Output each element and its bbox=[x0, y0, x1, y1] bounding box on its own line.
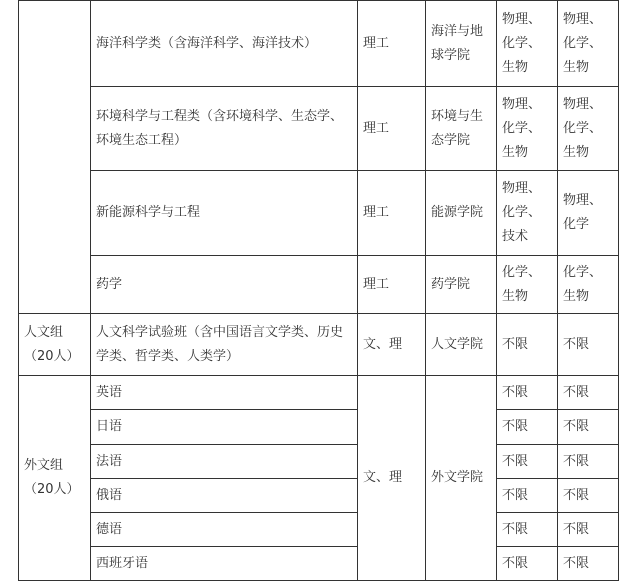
major-cell: 德语 bbox=[91, 513, 358, 547]
group-cell-empty bbox=[19, 1, 91, 314]
college-cell: 外文学院 bbox=[426, 376, 497, 581]
subject-req-cell: 不限 bbox=[558, 314, 619, 376]
subject-req-cell: 不限 bbox=[497, 513, 558, 547]
college-cell: 能源学院 bbox=[426, 171, 497, 256]
major-cell: 日语 bbox=[91, 410, 358, 445]
subject-req-cell: 物理、化学、生物 bbox=[558, 1, 619, 87]
subject-req-cell: 不限 bbox=[558, 445, 619, 479]
subject-req-cell: 不限 bbox=[497, 445, 558, 479]
table-row bbox=[19, 410, 619, 445]
subject-req-cell: 不限 bbox=[497, 410, 558, 445]
subject-req-cell: 不限 bbox=[497, 547, 558, 581]
subject-req-cell: 不限 bbox=[558, 513, 619, 547]
subject-req-cell: 不限 bbox=[497, 479, 558, 513]
category-cell: 理工 bbox=[358, 171, 426, 256]
subject-req-cell: 化学、生物 bbox=[558, 256, 619, 314]
category-cell: 文、理 bbox=[358, 314, 426, 376]
table-row bbox=[19, 314, 619, 376]
admission-table bbox=[18, 0, 619, 581]
college-cell: 环境与生态学院 bbox=[426, 87, 497, 171]
subject-req-cell: 物理、化学、生物 bbox=[497, 1, 558, 87]
major-cell: 西班牙语 bbox=[91, 547, 358, 581]
subject-req-cell: 不限 bbox=[558, 376, 619, 410]
major-cell: 药学 bbox=[91, 256, 358, 314]
table-row bbox=[19, 479, 619, 513]
table-row bbox=[19, 376, 619, 410]
category-cell: 理工 bbox=[358, 256, 426, 314]
subject-req-cell: 物理、化学、生物 bbox=[497, 87, 558, 171]
subject-req-cell: 不限 bbox=[558, 479, 619, 513]
table-row bbox=[19, 171, 619, 256]
table-row bbox=[19, 256, 619, 314]
college-cell: 药学院 bbox=[426, 256, 497, 314]
subject-req-cell: 物理、化学、生物 bbox=[558, 87, 619, 171]
major-cell: 人文科学试验班（含中国语言文学类、历史学类、哲学类、人类学） bbox=[91, 314, 358, 376]
category-cell: 文、理 bbox=[358, 376, 426, 581]
table-row bbox=[19, 1, 619, 87]
table-row bbox=[19, 547, 619, 581]
major-cell: 俄语 bbox=[91, 479, 358, 513]
subject-req-cell: 不限 bbox=[558, 410, 619, 445]
group-cell: 外文组（20人） bbox=[19, 376, 91, 581]
major-cell: 海洋科学类（含海洋科学、海洋技术） bbox=[91, 1, 358, 87]
subject-req-cell: 物理、化学 bbox=[558, 171, 619, 256]
major-cell: 环境科学与工程类（含环境科学、生态学、环境生态工程） bbox=[91, 87, 358, 171]
category-cell: 理工 bbox=[358, 87, 426, 171]
table-row bbox=[19, 87, 619, 171]
subject-req-cell: 化学、生物 bbox=[497, 256, 558, 314]
subject-req-cell: 不限 bbox=[497, 376, 558, 410]
category-cell: 理工 bbox=[358, 1, 426, 87]
subject-req-cell: 不限 bbox=[497, 314, 558, 376]
group-cell: 人文组（20人） bbox=[19, 314, 91, 376]
subject-req-cell: 不限 bbox=[558, 547, 619, 581]
college-cell: 人文学院 bbox=[426, 314, 497, 376]
major-cell: 新能源科学与工程 bbox=[91, 171, 358, 256]
table-row bbox=[19, 513, 619, 547]
table-row bbox=[19, 445, 619, 479]
major-cell: 英语 bbox=[91, 376, 358, 410]
college-cell: 海洋与地球学院 bbox=[426, 1, 497, 87]
major-cell: 法语 bbox=[91, 445, 358, 479]
subject-req-cell: 物理、化学、技术 bbox=[497, 171, 558, 256]
